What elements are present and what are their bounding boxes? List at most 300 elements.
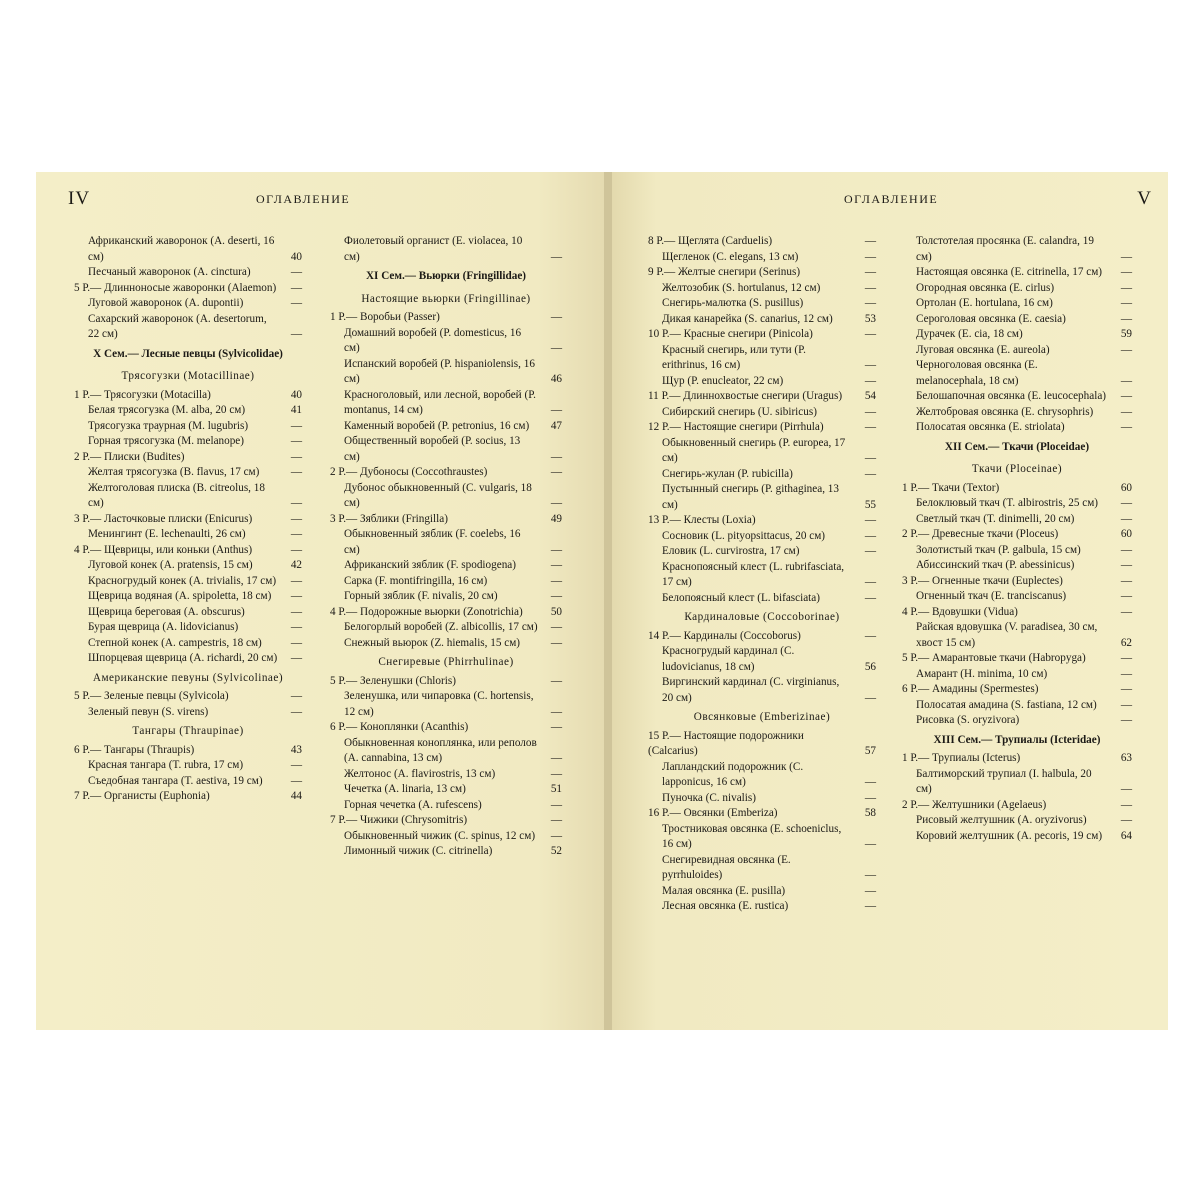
toc-species-entry bbox=[902, 420, 1132, 436]
toc-genus-entry bbox=[648, 420, 876, 436]
toc-species-entry bbox=[330, 481, 562, 512]
toc-genus-entry bbox=[74, 281, 302, 297]
toc-page-ref: — bbox=[550, 342, 562, 354]
page-number: V bbox=[1137, 188, 1152, 209]
toc-entry-text: 9 Р.— Желтые снегири (Serinus) bbox=[648, 266, 801, 278]
toc-entry-text: 1 Р.— Трясогузки (Motacilla) bbox=[74, 388, 211, 401]
toc-page-ref: — bbox=[550, 814, 562, 826]
toc-species-entry bbox=[648, 374, 876, 390]
toc-entry-text: Шпорцевая щеврица (A. richardi, 20 см) bbox=[88, 652, 278, 664]
toc-entry-text: Обыкновенный снегирь (P. europea, 17 см) bbox=[662, 436, 846, 464]
toc-species-entry bbox=[648, 791, 876, 807]
toc-column-2 bbox=[902, 234, 1132, 844]
toc-entry-text: Ткачи (Ploceinae) bbox=[971, 463, 1063, 475]
toc-entry-text: Полосатая амадина (S. fastiana, 12 см) bbox=[916, 698, 1097, 711]
toc-page-ref: — bbox=[1120, 390, 1132, 402]
toc-page-ref: 62 bbox=[1120, 636, 1132, 649]
toc-entry-text: 4 Р.— Щеврицы, или коньки (Anthus) bbox=[74, 543, 253, 556]
toc-species-entry bbox=[648, 482, 876, 513]
toc-species-entry bbox=[648, 544, 876, 560]
toc-species-entry bbox=[902, 496, 1132, 512]
toc-entry-text: 7 Р.— Органисты (Euphonia) bbox=[74, 790, 210, 802]
toc-entry-text: Зеленый певун (S. virens) bbox=[88, 705, 209, 718]
toc-entry-text: Снежный вьюрок (Z. hiemalis, 15 см) bbox=[344, 636, 521, 649]
toc-entry-text: Щеврица водяная (A. spipoletta, 18 см) bbox=[88, 590, 272, 602]
toc-entry-text: Сероголовая овсянка (E. caesia) bbox=[916, 312, 1066, 325]
toc-entry-text: 5 Р.— Амарантовые ткачи (Habropyga) bbox=[902, 652, 1086, 664]
toc-page-ref: — bbox=[1120, 783, 1132, 795]
toc-page-ref: 53 bbox=[864, 312, 876, 325]
toc-entry-text: Снегирь-жулан (P. rubicilla) bbox=[662, 467, 793, 480]
toc-species-entry bbox=[648, 899, 876, 915]
toc-entry-text: Сосновик (L. pityopsittacus, 20 см) bbox=[662, 529, 826, 542]
toc-genus-entry bbox=[330, 674, 562, 690]
toc-species-entry bbox=[74, 312, 302, 343]
toc-genus-entry bbox=[330, 310, 562, 326]
toc-genus-entry bbox=[902, 651, 1132, 667]
toc-column-1 bbox=[648, 234, 876, 915]
toc-species-entry bbox=[648, 822, 876, 853]
toc-entry-text: Абиссинский ткач (P. abessinicus) bbox=[916, 559, 1075, 571]
toc-entry-text: Луговой конек (A. pratensis, 15 см) bbox=[88, 559, 253, 571]
toc-entry-text: 8 Р.— Щеглята (Carduelis) bbox=[648, 235, 773, 247]
toc-species-entry bbox=[902, 343, 1132, 359]
toc-genus-entry bbox=[648, 729, 876, 760]
toc-entry-text: Луговая овсянка (E. aureola) bbox=[916, 343, 1050, 356]
toc-entry-text: Снегирь-малютка (S. pusillus) bbox=[662, 297, 804, 309]
toc-page-ref: 40 bbox=[290, 250, 302, 263]
toc-species-entry bbox=[648, 529, 876, 545]
toc-entry-text: Песчаный жаворонок (A. cinctura) bbox=[88, 266, 251, 278]
toc-entry-text: Тростниковая овсянка (E. schoeniclus, 16 см) bbox=[662, 822, 842, 850]
toc-entry-text: 5 Р.— Зеленушки (Chloris) bbox=[330, 674, 456, 687]
toc-entry-text: Толстотелая просянка (E. calandra, 19 см) bbox=[916, 235, 1094, 263]
toc-entry-text: Африканский жаворонок (A. deserti, 16 см) bbox=[88, 235, 275, 263]
toc-species-entry bbox=[902, 558, 1132, 574]
toc-page-ref: — bbox=[864, 328, 876, 340]
toc-page-ref: — bbox=[864, 452, 876, 464]
left-page bbox=[36, 172, 606, 1030]
toc-genus-entry bbox=[330, 720, 562, 736]
toc-page-ref: 40 bbox=[290, 388, 302, 401]
toc-entry-text: Балтиморский трупиал (I. halbula, 20 см) bbox=[916, 767, 1092, 795]
toc-page-ref: 57 bbox=[864, 745, 876, 757]
toc-species-entry bbox=[74, 651, 302, 667]
toc-entry-text: Золотистый ткач (P. galbula, 15 см) bbox=[916, 543, 1081, 556]
toc-species-entry bbox=[648, 853, 876, 884]
toc-entry-text: Белая трясогузка (M. alba, 20 см) bbox=[88, 404, 246, 416]
toc-genus-entry bbox=[648, 265, 876, 281]
toc-entry-text: XI Сем.— Вьюрки (Fringillidae) bbox=[365, 270, 527, 282]
toc-page-ref: — bbox=[290, 636, 302, 649]
toc-genus-entry bbox=[902, 751, 1132, 767]
toc-entry-text: Черноголовая овсянка (E. melanocephala, 18 см) bbox=[916, 359, 1038, 387]
toc-entry-text: Желтозобик (S. hortulanus, 12 см) bbox=[662, 281, 821, 294]
toc-entry-text: 6 Р.— Коноплянки (Acanthis) bbox=[330, 721, 469, 733]
toc-species-entry bbox=[330, 798, 562, 814]
toc-page-ref: — bbox=[550, 621, 562, 633]
toc-species-entry bbox=[902, 813, 1132, 829]
toc-entry-text: Луговой жаворонок (A. dupontii) bbox=[88, 297, 244, 309]
toc-entry-text: Сибирский снегирь (U. sibiricus) bbox=[662, 405, 817, 418]
toc-species-entry bbox=[902, 234, 1132, 265]
toc-entry-text: Белоклювый ткач (T. albirostris, 25 см) bbox=[916, 497, 1099, 509]
toc-genus-entry bbox=[902, 605, 1132, 621]
toc-page-ref: 50 bbox=[550, 605, 562, 618]
toc-entry-text: Менингинт (E. lechenaulti, 26 см) bbox=[88, 528, 246, 540]
toc-species-entry bbox=[648, 560, 876, 591]
toc-page-ref: — bbox=[1120, 605, 1132, 618]
toc-species-entry bbox=[902, 829, 1132, 845]
toc-species-entry bbox=[902, 512, 1132, 528]
toc-entry-text: Испанский воробей (P. hispaniolensis, 16 см) bbox=[344, 357, 535, 385]
toc-column-2 bbox=[330, 234, 562, 860]
toc-page-ref: — bbox=[864, 405, 876, 418]
toc-species-entry bbox=[330, 434, 562, 465]
toc-genus-entry bbox=[648, 513, 876, 529]
toc-entry-text: Красногрудый конек (A. trivialis, 17 см) bbox=[88, 574, 277, 587]
right-page bbox=[612, 172, 1168, 1030]
toc-species-entry bbox=[330, 829, 562, 845]
toc-page-ref: — bbox=[1120, 574, 1132, 587]
toc-entry-text: Домашний воробей (P. domesticus, 16 см) bbox=[344, 326, 522, 354]
toc-species-entry bbox=[902, 767, 1132, 798]
toc-page-ref: — bbox=[864, 529, 876, 542]
toc-page-ref: — bbox=[1120, 312, 1132, 325]
toc-entry-text: Рисовка (S. oryzivora) bbox=[916, 714, 1020, 726]
toc-species-entry bbox=[74, 419, 302, 435]
toc-page-ref: — bbox=[864, 791, 876, 804]
toc-page-ref: — bbox=[290, 621, 302, 633]
toc-genus-entry bbox=[330, 465, 562, 481]
toc-species-entry bbox=[74, 265, 302, 281]
toc-species-entry bbox=[648, 467, 876, 483]
toc-page-ref: — bbox=[290, 690, 302, 702]
toc-page-ref: — bbox=[864, 884, 876, 897]
toc-entry-text: Овсянковые (Emberizinae) bbox=[693, 711, 831, 723]
toc-page-ref: — bbox=[290, 281, 302, 294]
toc-page-ref: — bbox=[550, 497, 562, 509]
toc-page-ref: — bbox=[1120, 374, 1132, 387]
toc-genus-entry bbox=[74, 789, 302, 805]
toc-species-entry bbox=[330, 527, 562, 558]
toc-subfamily-heading bbox=[648, 606, 876, 629]
toc-family-heading bbox=[902, 436, 1132, 459]
toc-page-ref: — bbox=[864, 359, 876, 371]
toc-entry-text: Пуночка (C. nivalis) bbox=[662, 791, 756, 804]
toc-page-ref: — bbox=[864, 297, 876, 309]
toc-page-ref: — bbox=[290, 435, 302, 447]
toc-page-ref: 51 bbox=[550, 783, 562, 795]
page-number: IV bbox=[68, 188, 91, 209]
toc-page-ref: — bbox=[550, 829, 562, 842]
toc-species-entry bbox=[648, 760, 876, 791]
toc-species-entry bbox=[330, 234, 562, 265]
toc-entry-text: 12 Р.— Настоящие снегири (Pirrhula) bbox=[648, 421, 824, 433]
toc-entry-text: 4 Р.— Подорожные вьюрки (Zonotrichia) bbox=[330, 605, 523, 618]
toc-entry-text: Общественный воробей (P. socius, 13 см) bbox=[344, 435, 521, 463]
toc-entry-text: Снегиревидная овсянка (E. pyrrhuloides) bbox=[662, 853, 791, 881]
toc-entry-text: 11 Р.— Длиннохвостые снегири (Uragus) bbox=[648, 390, 843, 402]
toc-entry-text: Настоящие вьюрки (Fringillinae) bbox=[361, 292, 531, 305]
toc-species-entry bbox=[648, 281, 876, 297]
toc-page-ref: — bbox=[550, 404, 562, 416]
toc-page-ref: — bbox=[864, 545, 876, 557]
toc-page-ref: — bbox=[864, 467, 876, 480]
toc-page-ref: — bbox=[290, 512, 302, 525]
toc-species-entry bbox=[902, 358, 1132, 389]
toc-entry-text: Горный зяблик (F. nivalis, 20 см) bbox=[344, 590, 498, 602]
toc-entry-text: Пустынный снегирь (P. githaginea, 13 см) bbox=[662, 483, 839, 511]
toc-entry-text: Чечетка (A. linaria, 13 см) bbox=[344, 783, 466, 795]
toc-genus-entry bbox=[648, 389, 876, 405]
toc-entry-text: Кардиналовые (Coccoborinae) bbox=[684, 611, 840, 623]
toc-entry-text: 3 Р.— Зяблики (Fringilla) bbox=[330, 512, 448, 525]
toc-entry-text: Обыкновенный зяблик (F. coelebs, 16 см) bbox=[344, 528, 521, 556]
toc-page-ref: — bbox=[290, 328, 302, 340]
toc-page-ref: — bbox=[290, 774, 302, 787]
toc-page-ref: 44 bbox=[290, 790, 302, 802]
toc-genus-entry bbox=[902, 798, 1132, 814]
toc-entry-text: Дурачек (E. cia, 18 см) bbox=[916, 328, 1023, 340]
toc-entry-text: Виргинский кардинал (C. virginianus, 20 см) bbox=[662, 676, 840, 704]
toc-species-entry bbox=[902, 620, 1132, 651]
toc-page-ref: — bbox=[864, 421, 876, 433]
toc-entry-text: Желтобровая овсянка (E. chrysophris) bbox=[916, 405, 1094, 418]
toc-page-ref: — bbox=[864, 374, 876, 387]
toc-entry-text: Дикая канарейка (S. canarius, 12 см) bbox=[662, 312, 833, 325]
toc-page-ref: — bbox=[550, 674, 562, 687]
toc-page-ref: — bbox=[1120, 652, 1132, 664]
toc-page-ref: — bbox=[1120, 421, 1132, 433]
toc-species-entry bbox=[330, 558, 562, 574]
toc-entry-text: Рисовый желтушник (A. oryzivorus) bbox=[916, 814, 1087, 826]
toc-entry-text: Щеврица береговая (A. obscurus) bbox=[88, 605, 245, 618]
toc-page-ref: — bbox=[864, 629, 876, 642]
toc-page-ref: — bbox=[1120, 590, 1132, 602]
toc-species-entry bbox=[74, 774, 302, 790]
toc-family-heading bbox=[74, 343, 302, 366]
toc-entry-text: Зеленушка, или чипаровка (C. hortensis, 12 см) bbox=[344, 690, 534, 718]
toc-page-ref: — bbox=[550, 250, 562, 263]
toc-species-entry bbox=[330, 736, 562, 767]
toc-entry-text: 2 Р.— Древесные ткачи (Ploceus) bbox=[902, 528, 1059, 540]
toc-species-entry bbox=[74, 434, 302, 450]
toc-species-entry bbox=[648, 405, 876, 421]
toc-species-entry bbox=[74, 574, 302, 590]
toc-entry-text: Обыкновенный чижик (C. spinus, 12 см) bbox=[344, 829, 536, 842]
toc-entry-text: 5 Р.— Длинноносые жаворонки (Alaemon) bbox=[74, 281, 277, 294]
toc-page-ref: — bbox=[550, 798, 562, 811]
toc-species-entry bbox=[330, 326, 562, 357]
toc-genus-entry bbox=[902, 574, 1132, 590]
toc-entry-text: 1 Р.— Ткачи (Textor) bbox=[902, 481, 1000, 494]
toc-genus-entry bbox=[74, 689, 302, 705]
toc-entry-text: Краснопоясный клест (L. rubrifasciata, 17 см) bbox=[662, 560, 845, 588]
toc-species-entry bbox=[330, 620, 562, 636]
toc-genus-entry bbox=[902, 481, 1132, 497]
toc-subfamily-heading bbox=[74, 667, 302, 690]
toc-genus-entry bbox=[330, 605, 562, 621]
toc-entry-text: Ортолан (E. hortulana, 16 см) bbox=[916, 297, 1053, 309]
toc-species-entry bbox=[330, 388, 562, 419]
toc-entry-text: Дубонос обыкновенный (C. vulgaris, 18 см) bbox=[344, 481, 532, 509]
toc-entry-text: Степной конек (A. campestris, 18 см) bbox=[88, 636, 262, 649]
toc-genus-entry bbox=[648, 327, 876, 343]
toc-page-ref: — bbox=[864, 838, 876, 850]
toc-species-entry bbox=[902, 312, 1132, 328]
toc-page-ref: — bbox=[290, 266, 302, 278]
toc-entry-text: Красная тангара (T. rubra, 17 см) bbox=[88, 759, 244, 771]
toc-species-entry bbox=[74, 234, 302, 265]
toc-entry-text: Обыкновенная коноплянка, или реполов (A. cannabina, 13 см) bbox=[344, 736, 537, 764]
toc-entry-text: Красный снегирь, или тути (P. erithrinus, 16 см) bbox=[662, 343, 806, 371]
toc-species-entry bbox=[902, 543, 1132, 559]
toc-species-entry bbox=[648, 296, 876, 312]
toc-species-entry bbox=[74, 296, 302, 312]
toc-species-entry bbox=[902, 389, 1132, 405]
toc-entry-text: Красноголовый, или лесной, воробей (P. montanus, 14 см) bbox=[344, 388, 536, 416]
toc-page-ref: — bbox=[290, 297, 302, 309]
toc-page-ref: — bbox=[550, 543, 562, 556]
toc-entry-text: Трясогузка траурная (M. lugubris) bbox=[88, 419, 249, 432]
toc-species-entry bbox=[902, 667, 1132, 683]
toc-page-ref: 41 bbox=[290, 404, 302, 416]
toc-genus-entry bbox=[648, 629, 876, 645]
toc-species-entry bbox=[902, 713, 1132, 729]
toc-page-ref: 46 bbox=[550, 373, 562, 385]
toc-species-entry bbox=[74, 758, 302, 774]
toc-species-entry bbox=[902, 327, 1132, 343]
toc-entry-text: Красногрудый кардинал (C. ludovicianus, 18 см) bbox=[662, 645, 795, 673]
toc-species-entry bbox=[330, 589, 562, 605]
toc-species-entry bbox=[902, 405, 1132, 421]
toc-entry-text: Африканский зяблик (F. spodiogena) bbox=[344, 559, 516, 571]
toc-genus-entry bbox=[74, 543, 302, 559]
toc-page-ref: — bbox=[550, 466, 562, 478]
toc-entry-text: Горная трясогузка (M. melanope) bbox=[88, 435, 245, 447]
toc-species-entry bbox=[330, 782, 562, 798]
toc-entry-text: Сарка (F. montifringilla, 16 см) bbox=[344, 574, 488, 587]
toc-species-entry bbox=[902, 296, 1132, 312]
toc-entry-text: 15 Р.— Настоящие подорожники (Calcarius) bbox=[648, 729, 804, 757]
toc-species-entry bbox=[330, 767, 562, 783]
toc-page-ref: 63 bbox=[1120, 752, 1132, 764]
toc-page-ref: — bbox=[550, 574, 562, 587]
toc-page-ref: — bbox=[550, 705, 562, 718]
toc-subfamily-heading bbox=[74, 365, 302, 388]
toc-entry-text: Огородная овсянка (E. cirlus) bbox=[916, 281, 1055, 294]
toc-page-ref: — bbox=[1120, 714, 1132, 726]
toc-page-ref: — bbox=[1120, 512, 1132, 525]
toc-page-ref: — bbox=[550, 590, 562, 602]
toc-species-entry bbox=[648, 436, 876, 467]
toc-entry-text: Белогорлый воробей (Z. albicollis, 17 см) bbox=[344, 621, 538, 633]
toc-species-entry bbox=[648, 675, 876, 706]
running-header: ОГЛАВЛЕНИЕ bbox=[256, 192, 351, 206]
toc-page-ref: — bbox=[550, 721, 562, 733]
toc-entry-text: 2 Р.— Желтушники (Agelaeus) bbox=[902, 798, 1047, 811]
toc-species-entry bbox=[648, 250, 876, 266]
toc-entry-text: Амарант (H. minima, 10 см) bbox=[916, 667, 1048, 680]
toc-entry-text: XII Сем.— Ткачи (Ploceidae) bbox=[944, 440, 1090, 453]
toc-species-entry bbox=[74, 558, 302, 574]
toc-page-ref: — bbox=[1120, 559, 1132, 571]
toc-species-entry bbox=[74, 527, 302, 543]
toc-species-entry bbox=[648, 343, 876, 374]
toc-entry-text: Каменный воробей (P. petronius, 16 см) bbox=[344, 419, 530, 432]
toc-page-ref: — bbox=[290, 759, 302, 771]
toc-page-ref: — bbox=[290, 652, 302, 664]
toc-page-ref: 58 bbox=[864, 807, 876, 819]
toc-entry-text: Трясогузки (Motacillinae) bbox=[121, 370, 255, 382]
toc-page-ref: — bbox=[550, 559, 562, 571]
toc-page-ref: — bbox=[290, 497, 302, 509]
toc-page-ref: — bbox=[290, 590, 302, 602]
toc-page-ref: — bbox=[290, 450, 302, 463]
toc-genus-entry bbox=[74, 388, 302, 404]
toc-entry-text: Настоящая овсянка (E. citrinella, 17 см) bbox=[916, 266, 1102, 278]
toc-page-ref: — bbox=[550, 752, 562, 764]
toc-page-ref: — bbox=[290, 419, 302, 432]
toc-entry-text: Желтая трясогузка (B. flavus, 17 см) bbox=[88, 466, 260, 478]
toc-entry-text: Щур (P. enucleator, 22 см) bbox=[662, 374, 784, 387]
toc-entry-text: 7 Р.— Чижики (Chrysomitris) bbox=[330, 814, 468, 826]
toc-family-heading bbox=[330, 265, 562, 288]
toc-page-ref: — bbox=[290, 543, 302, 556]
toc-page-ref: — bbox=[550, 311, 562, 323]
toc-page-ref: — bbox=[1120, 814, 1132, 826]
toc-species-entry bbox=[648, 884, 876, 900]
toc-entry-text: Бурая щеврица (A. lidovicianus) bbox=[88, 621, 239, 633]
toc-page-ref: — bbox=[1120, 405, 1132, 418]
toc-page-ref: 54 bbox=[864, 390, 876, 402]
toc-subfamily-heading bbox=[648, 706, 876, 729]
toc-entry-text: 13 Р.— Клесты (Loxia) bbox=[648, 514, 756, 526]
toc-page-ref: — bbox=[864, 281, 876, 294]
toc-species-entry bbox=[330, 844, 562, 860]
toc-page-ref: — bbox=[864, 576, 876, 588]
toc-species-entry bbox=[902, 698, 1132, 714]
toc-page-ref: — bbox=[1120, 266, 1132, 278]
toc-species-entry bbox=[330, 419, 562, 435]
toc-species-entry bbox=[74, 589, 302, 605]
toc-subfamily-heading bbox=[330, 651, 562, 674]
toc-page-ref: — bbox=[864, 900, 876, 912]
toc-entry-text: Белошапочная овсянка (E. leucocephala) bbox=[916, 390, 1107, 402]
toc-page-ref: — bbox=[1120, 683, 1132, 695]
toc-entry-text: 3 Р.— Огненные ткачи (Euplectes) bbox=[902, 574, 1063, 587]
toc-page-ref: — bbox=[550, 767, 562, 780]
toc-entry-text: 5 Р.— Зеленые певцы (Sylvicola) bbox=[74, 690, 229, 702]
toc-genus-entry bbox=[74, 450, 302, 466]
toc-species-entry bbox=[74, 481, 302, 512]
toc-page-ref: — bbox=[550, 636, 562, 649]
toc-entry-text: Огненный ткач (E. tranciscanus) bbox=[916, 590, 1067, 602]
toc-entry-text: Светлый ткач (T. dinimelli, 20 см) bbox=[916, 512, 1075, 525]
toc-entry-text: 3 Р.— Ласточковые плиски (Enicurus) bbox=[74, 512, 253, 525]
toc-entry-text: Щегленок (C. elegans, 13 см) bbox=[662, 250, 799, 263]
toc-entry-text: 4 Р.— Вдовушки (Vidua) bbox=[902, 605, 1018, 618]
toc-page-ref: — bbox=[290, 605, 302, 618]
toc-genus-entry bbox=[74, 743, 302, 759]
toc-page-ref: — bbox=[864, 250, 876, 263]
toc-entry-text: Лапландский подорожник (C. lapponicus, 16 см) bbox=[662, 760, 804, 788]
toc-page-ref: 60 bbox=[1120, 528, 1132, 540]
toc-entry-text: Американские певуны (Sylvicolinae) bbox=[92, 671, 284, 684]
toc-genus-entry bbox=[648, 806, 876, 822]
toc-page-ref: — bbox=[1120, 497, 1132, 509]
